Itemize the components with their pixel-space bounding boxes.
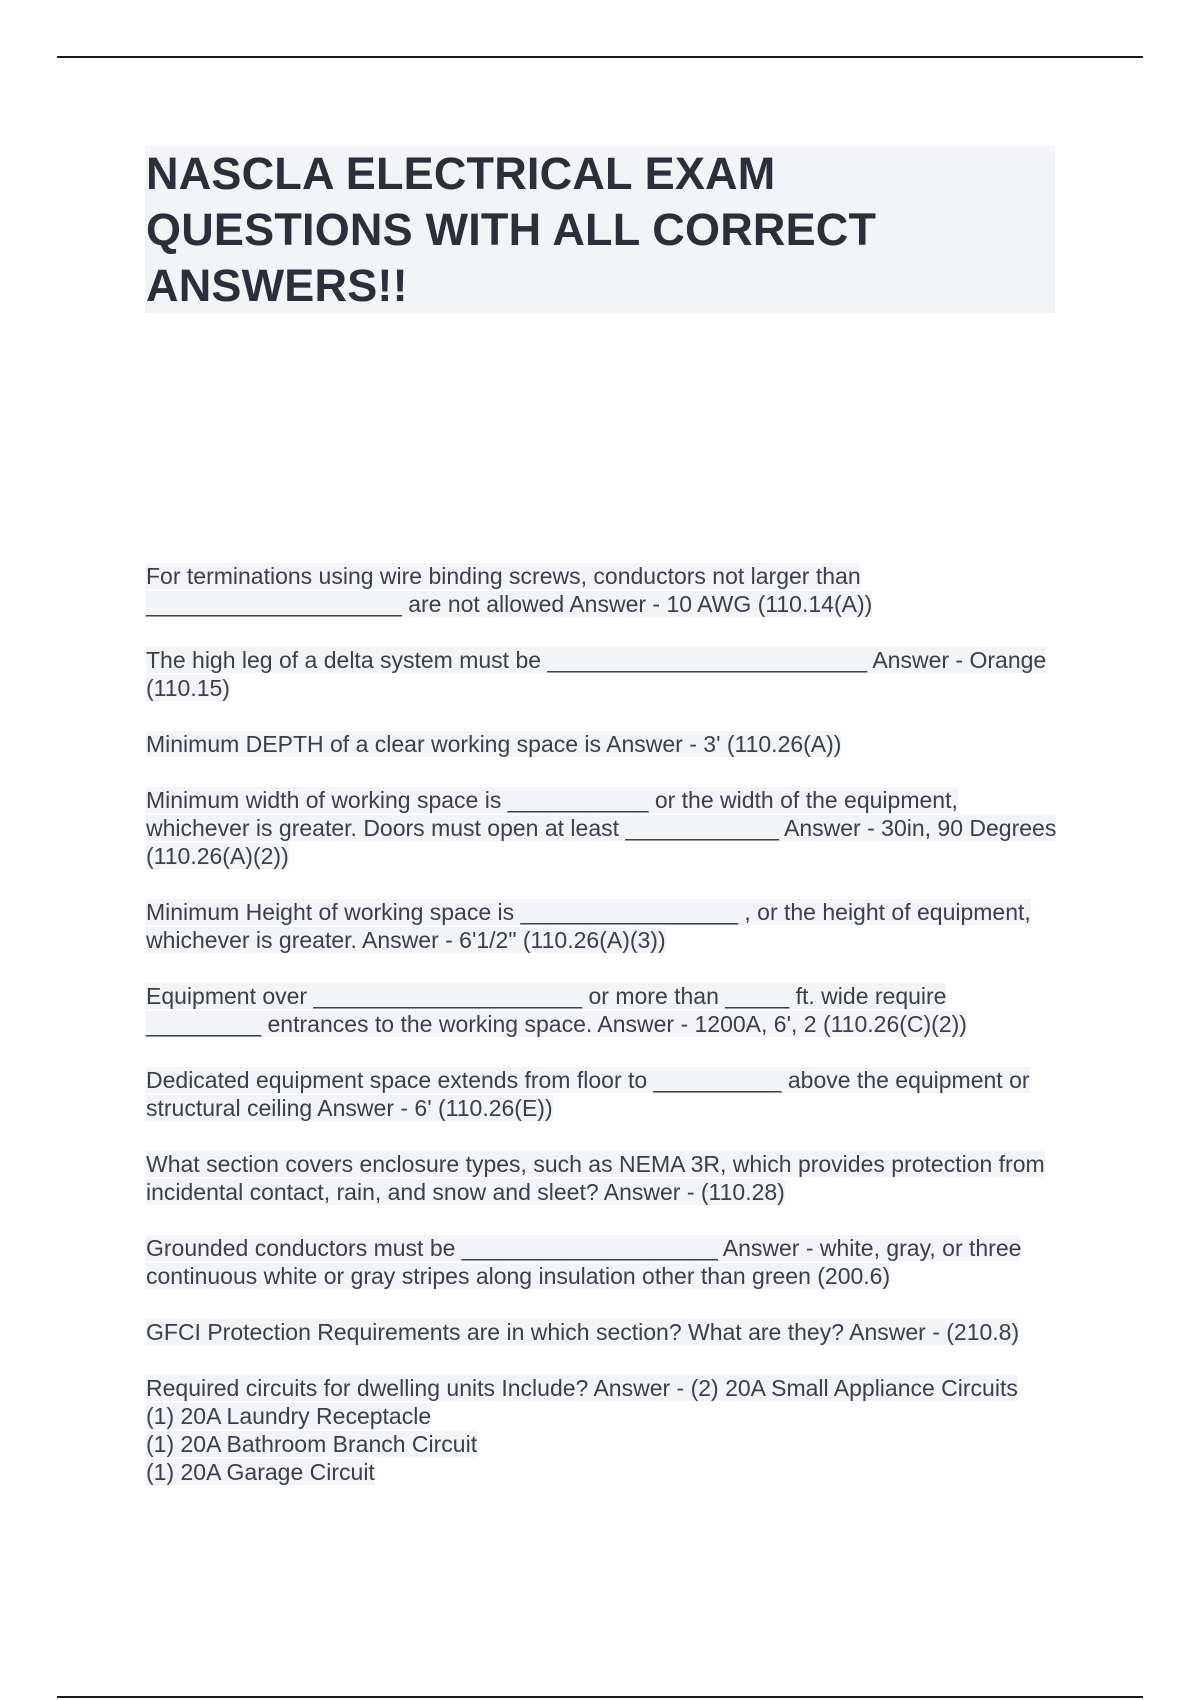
qa-text: Minimum DEPTH of a clear working space is Answer - 3' (110.26(A)) xyxy=(146,731,842,757)
qa-item xyxy=(146,562,1061,618)
qa-text: Minimum Height of working space is _________________ , or the height of equipment, whichever is greater. Answer - 6'1/2" (110.26(A)(3)) xyxy=(146,899,1031,953)
qa-text: Minimum width of working space is ___________ or the width of the equipment, whichever is greater. Doors must open at least ____________ Answer - 30in, 90 Degrees (110.26(A)(2)) xyxy=(146,787,1057,869)
qa-item xyxy=(146,1150,1061,1206)
qa-item xyxy=(146,1234,1061,1290)
qa-list xyxy=(146,562,1061,1514)
document-title: NASCLA ELECTRICAL EXAM QUESTIONS WITH ALL CORRECT ANSWERS!! xyxy=(146,148,877,311)
qa-text: For terminations using wire binding screws, conductors not larger than ____________________ are not allowed Answer - 10 AWG (110.14(A)) xyxy=(146,563,873,617)
qa-text: Dedicated equipment space extends from floor to __________ above the equipment or structural ceiling Answer - 6' (110.26(E)) xyxy=(146,1067,1030,1121)
qa-item xyxy=(146,1318,1061,1346)
qa-text: The high leg of a delta system must be _________________________ Answer - Orange (110.15) xyxy=(146,647,1047,701)
qa-item xyxy=(146,898,1061,954)
qa-item xyxy=(146,730,1061,758)
qa-text: What section covers enclosure types, such as NEMA 3R, which provides protection from incidental contact, rain, and snow and sleet? Answer - (110.28) xyxy=(146,1151,1045,1205)
qa-item xyxy=(146,786,1061,870)
qa-text: Equipment over _____________________ or more than _____ ft. wide require _________ entrances to the working space. Answer - 1200A, 6', 2 (110.26(C)(2)) xyxy=(146,983,967,1037)
qa-item xyxy=(146,646,1061,702)
qa-item xyxy=(146,1374,1061,1486)
top-rule xyxy=(57,56,1143,58)
qa-item xyxy=(146,982,1061,1038)
qa-text: Required circuits for dwelling units Include? Answer - (2) 20A Small Appliance Circuits (1) 20A Laundry Receptacle (1) 20A Bathroom Branch Circuit (1) 20A Garage Circuit xyxy=(146,1375,1018,1485)
qa-text: GFCI Protection Requirements are in which section? What are they? Answer - (210.8) xyxy=(146,1319,1020,1345)
qa-item xyxy=(146,1066,1061,1122)
bottom-rule xyxy=(57,1696,1143,1698)
qa-text: Grounded conductors must be ____________________ Answer - white, gray, or three continuous white or gray stripes along insulation other than green (200.6) xyxy=(146,1235,1022,1289)
